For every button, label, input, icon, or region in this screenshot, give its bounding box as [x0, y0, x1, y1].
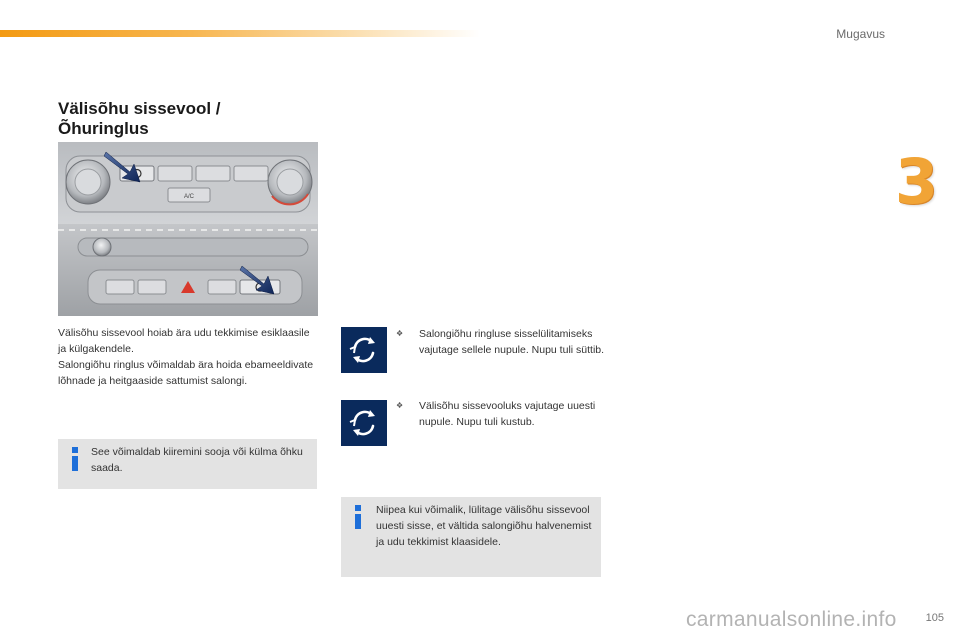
- info-box-left: [58, 439, 317, 489]
- info-text-right: Niipea kui võimalik, lülitage välisõhu sissevool uuesti sisse, et vältida salongiõhu halvenemist ja udu tekkimist klaasidele.: [376, 504, 592, 548]
- step-2-text: Välisõhu sissevooluks vajutage uuesti nupule. Nupu tuli kustub.: [419, 400, 596, 428]
- header-accent-bar: [0, 30, 480, 37]
- title-line-1: Välisõhu sissevool /: [58, 99, 221, 118]
- chapter-number: 3: [894, 145, 938, 218]
- info-icon: [353, 505, 363, 529]
- section-name: Mugavus: [836, 27, 885, 41]
- page-title: [58, 99, 318, 139]
- intro-paragraph-1: Välisõhu sissevool hoiab ära udu tekkimise esiklaasile ja külgakendele.: [58, 327, 310, 355]
- page-number: 105: [925, 612, 944, 624]
- ac-label: A/C: [183, 194, 195, 200]
- step-1-text: Salongiõhu ringluse sisselülitamiseks vajutage sellele nupule. Nupu tuli süttib.: [419, 328, 605, 356]
- title-line-2: Õhuringlus: [58, 119, 149, 138]
- climate-panel-image: [58, 142, 318, 316]
- intro-paragraph-2: Salongiõhu ringlus võimaldab ära hoida ebameeldivate lõhnade ja heitgaaside sattumist salongi.: [58, 359, 314, 387]
- bullet-marker: ❖: [396, 401, 404, 410]
- bullet-marker: ❖: [396, 329, 404, 338]
- recirculation-button-icon: [341, 327, 387, 373]
- info-text-left: See võimaldab kiiremini sooja või külma õhku saada.: [91, 446, 303, 474]
- watermark: carmanualsonline.info: [686, 608, 897, 631]
- intro-text: [58, 325, 320, 389]
- recirculation-button-icon: [341, 400, 387, 446]
- info-icon: [70, 447, 80, 471]
- info-box-right: [341, 497, 601, 577]
